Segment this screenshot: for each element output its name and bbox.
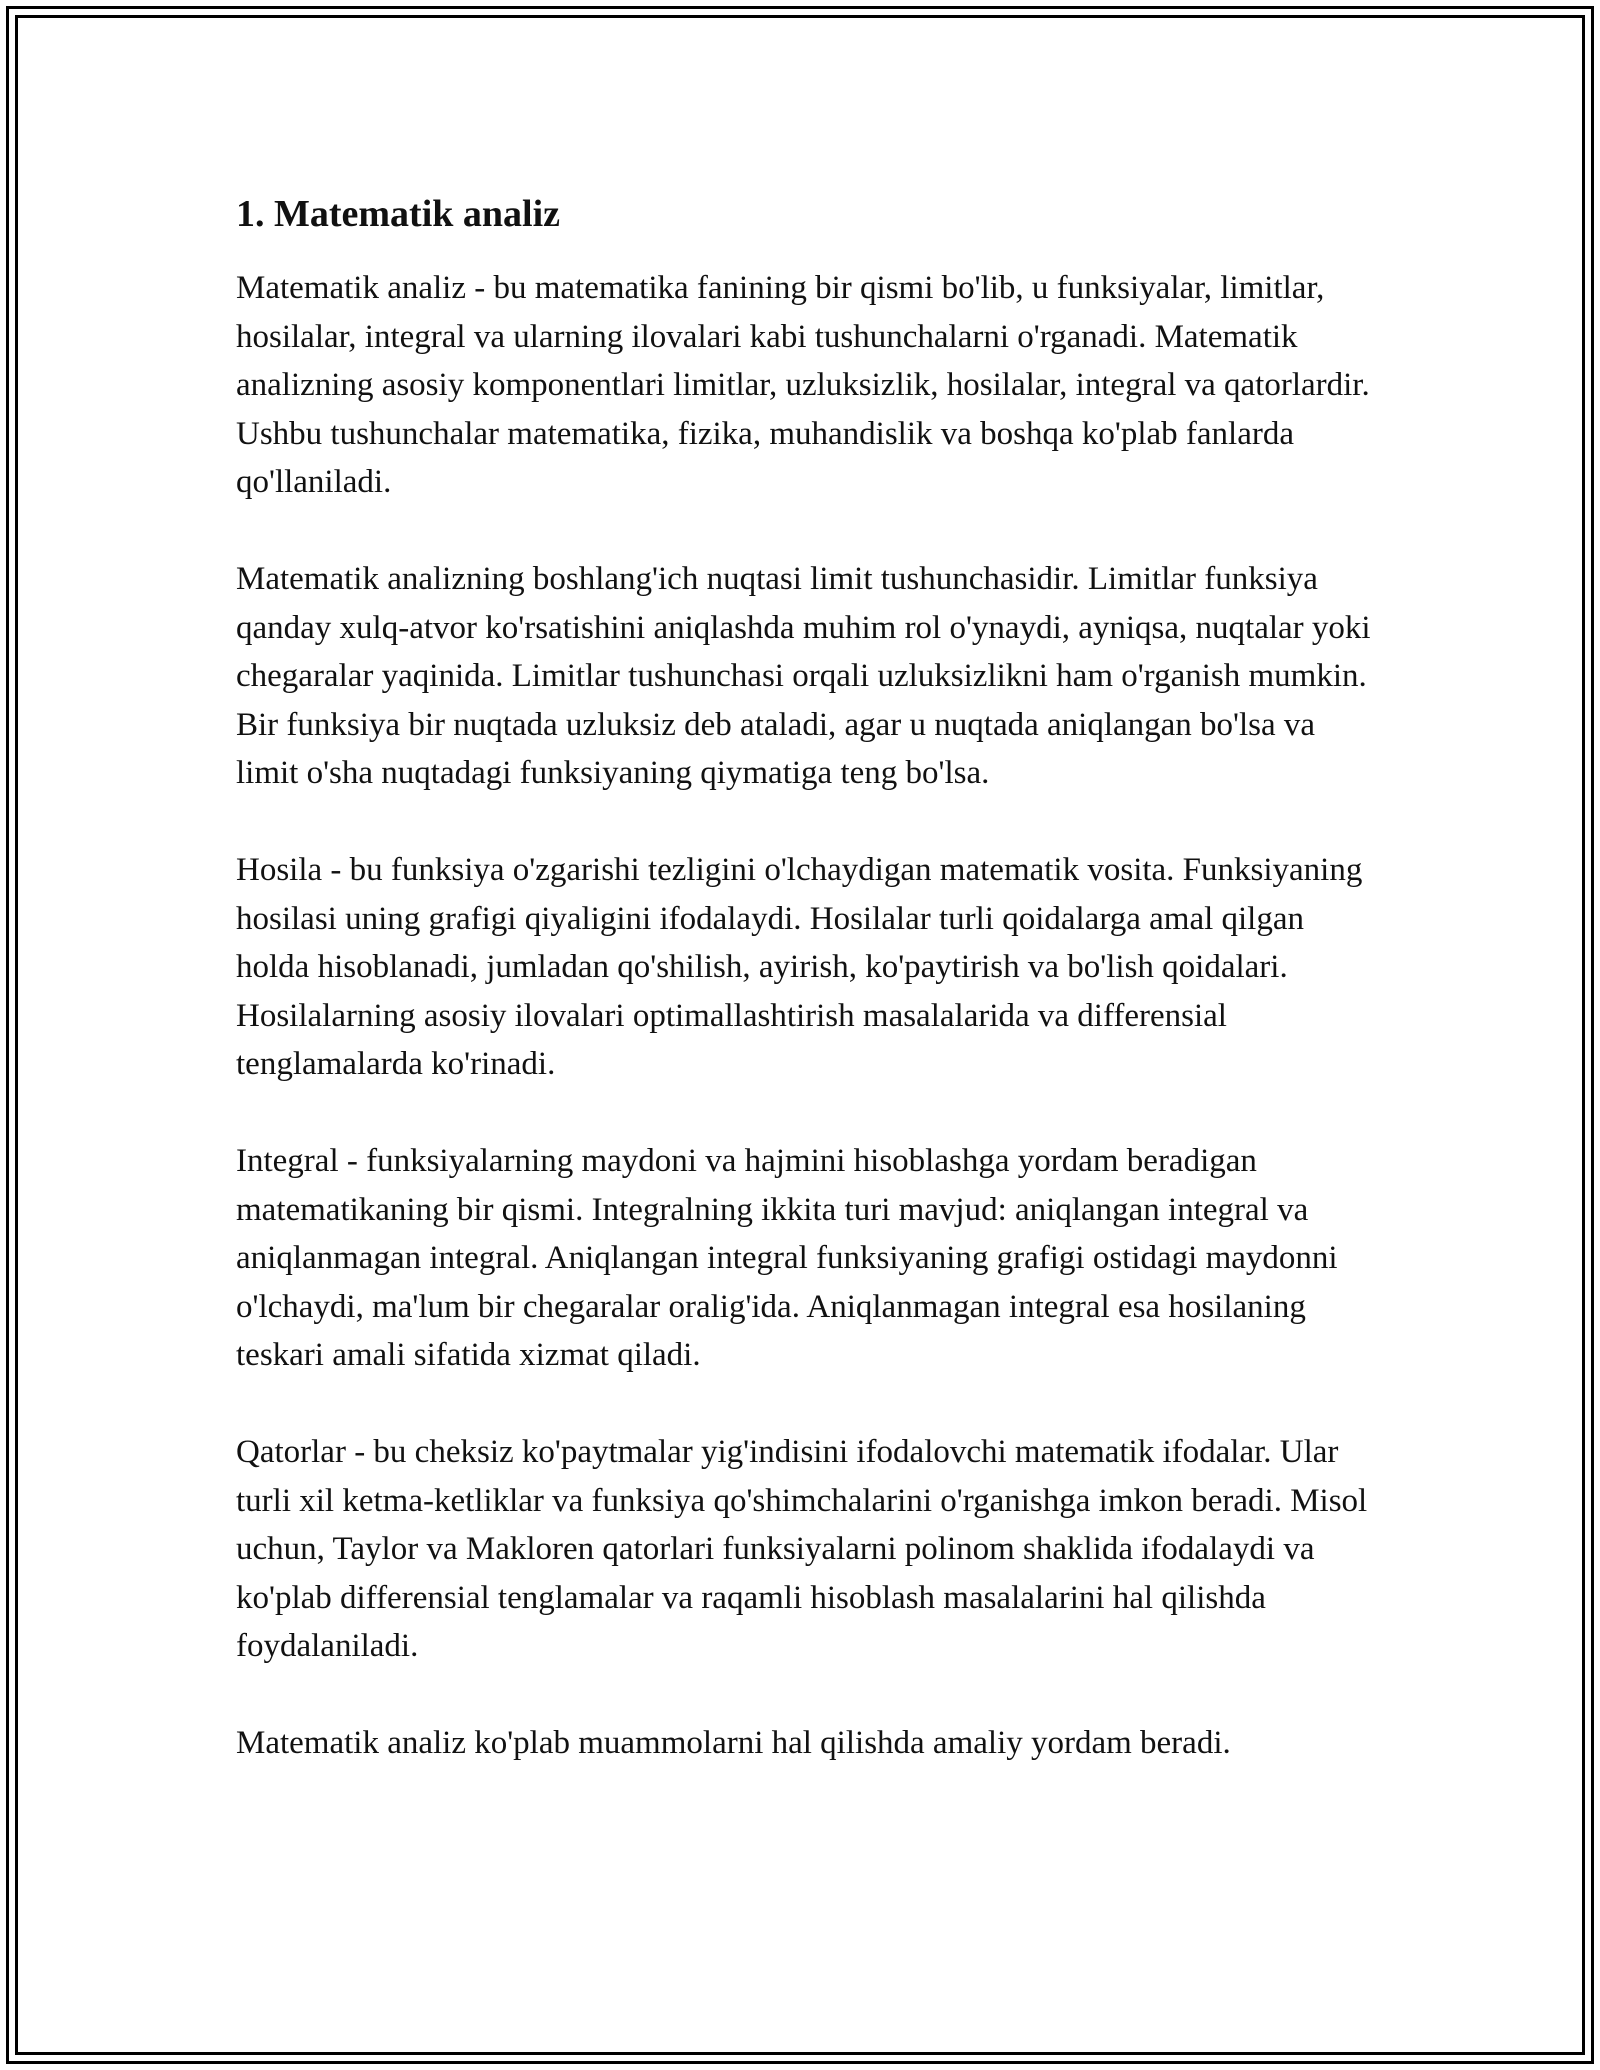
- paragraph-intro: Matematik analiz - bu matematika fanining bir qismi bo'lib, u funksiyalar, limitlar, hosilalar, integral va ularning ilovalari kabi tushunchalarni o'rganadi. Matematik analizning asosiy komponentlari limitlar, uzluksizlik, hosilalar, integral va qatorlardir. Ushbu tushunchalar matematika, fizika, muhandislik va boshqa ko'plab fanlarda qo'llaniladi.: [236, 270, 1370, 500]
- paragraph-conclusion: Matematik analiz ko'plab muammolarni hal qilishda amaliy yordam beradi.: [236, 1725, 1231, 1761]
- paragraph-derivative: Hosila - bu funksiya o'zgarishi tezligini o'lchaydigan matematik vosita. Funksiyaning hosilasi uning grafigi qiyaligini ifodalaydi. Hosilalar turli qoidalarga amal qilgan holda hisoblanadi, jumladan qo'shilish, ayirish, ko'paytirish va bo'lish qoidalari. Hosilalarning asosiy ilovalari optimallashtirish masalalarida va differensial tenglamalarda ko'rinadi.: [236, 852, 1363, 1082]
- section-title: 1. Matematik analiz: [236, 193, 561, 235]
- document-body: [236, 186, 1376, 1768]
- paragraph-series: Qatorlar - bu cheksiz ko'paytmalar yig'indisini ifodalovchi matematik ifodalar. Ular turli xil ketma-ketliklar va funksiya qo'shimchalarini o'rganishga imkon beradi. Misol uchun, Taylor va Makloren qatorlari funksiyalarni polinom shaklida ifodalaydi va ko'plab differensial tenglamalar va raqamli hisoblash masalalarini hal qilishda foydalaniladi.: [236, 1434, 1368, 1664]
- paragraph-limits: Matematik analizning boshlang'ich nuqtasi limit tushunchasidir. Limitlar funksiya qanday xulq-atvor ko'rsatishini aniqlashda muhim rol o'ynaydi, ayniqsa, nuqtalar yoki chegaralar yaqinida. Limitlar tushunchasi orqali uzluksizlikni ham o'rganish mumkin. Bir funksiya bir nuqtada uzluksiz deb ataladi, agar u nuqtada aniqlangan bo'lsa va limit o'sha nuqtadagi funksiyaning qiymatiga teng bo'lsa.: [236, 561, 1371, 791]
- paragraph-integral: Integral - funksiyalarning maydoni va hajmini hisoblashga yordam beradigan matematikaning bir qismi. Integralning ikkita turi mavjud: aniqlangan integral va aniqlanmagan integral. Aniqlangan integral funksiyaning grafigi ostidagi maydonni o'lchaydi, ma'lum bir chegaralar oralig'ida. Aniqlanmagan integral esa hosilaning teskari amali sifatida xizmat qiladi.: [236, 1143, 1338, 1373]
